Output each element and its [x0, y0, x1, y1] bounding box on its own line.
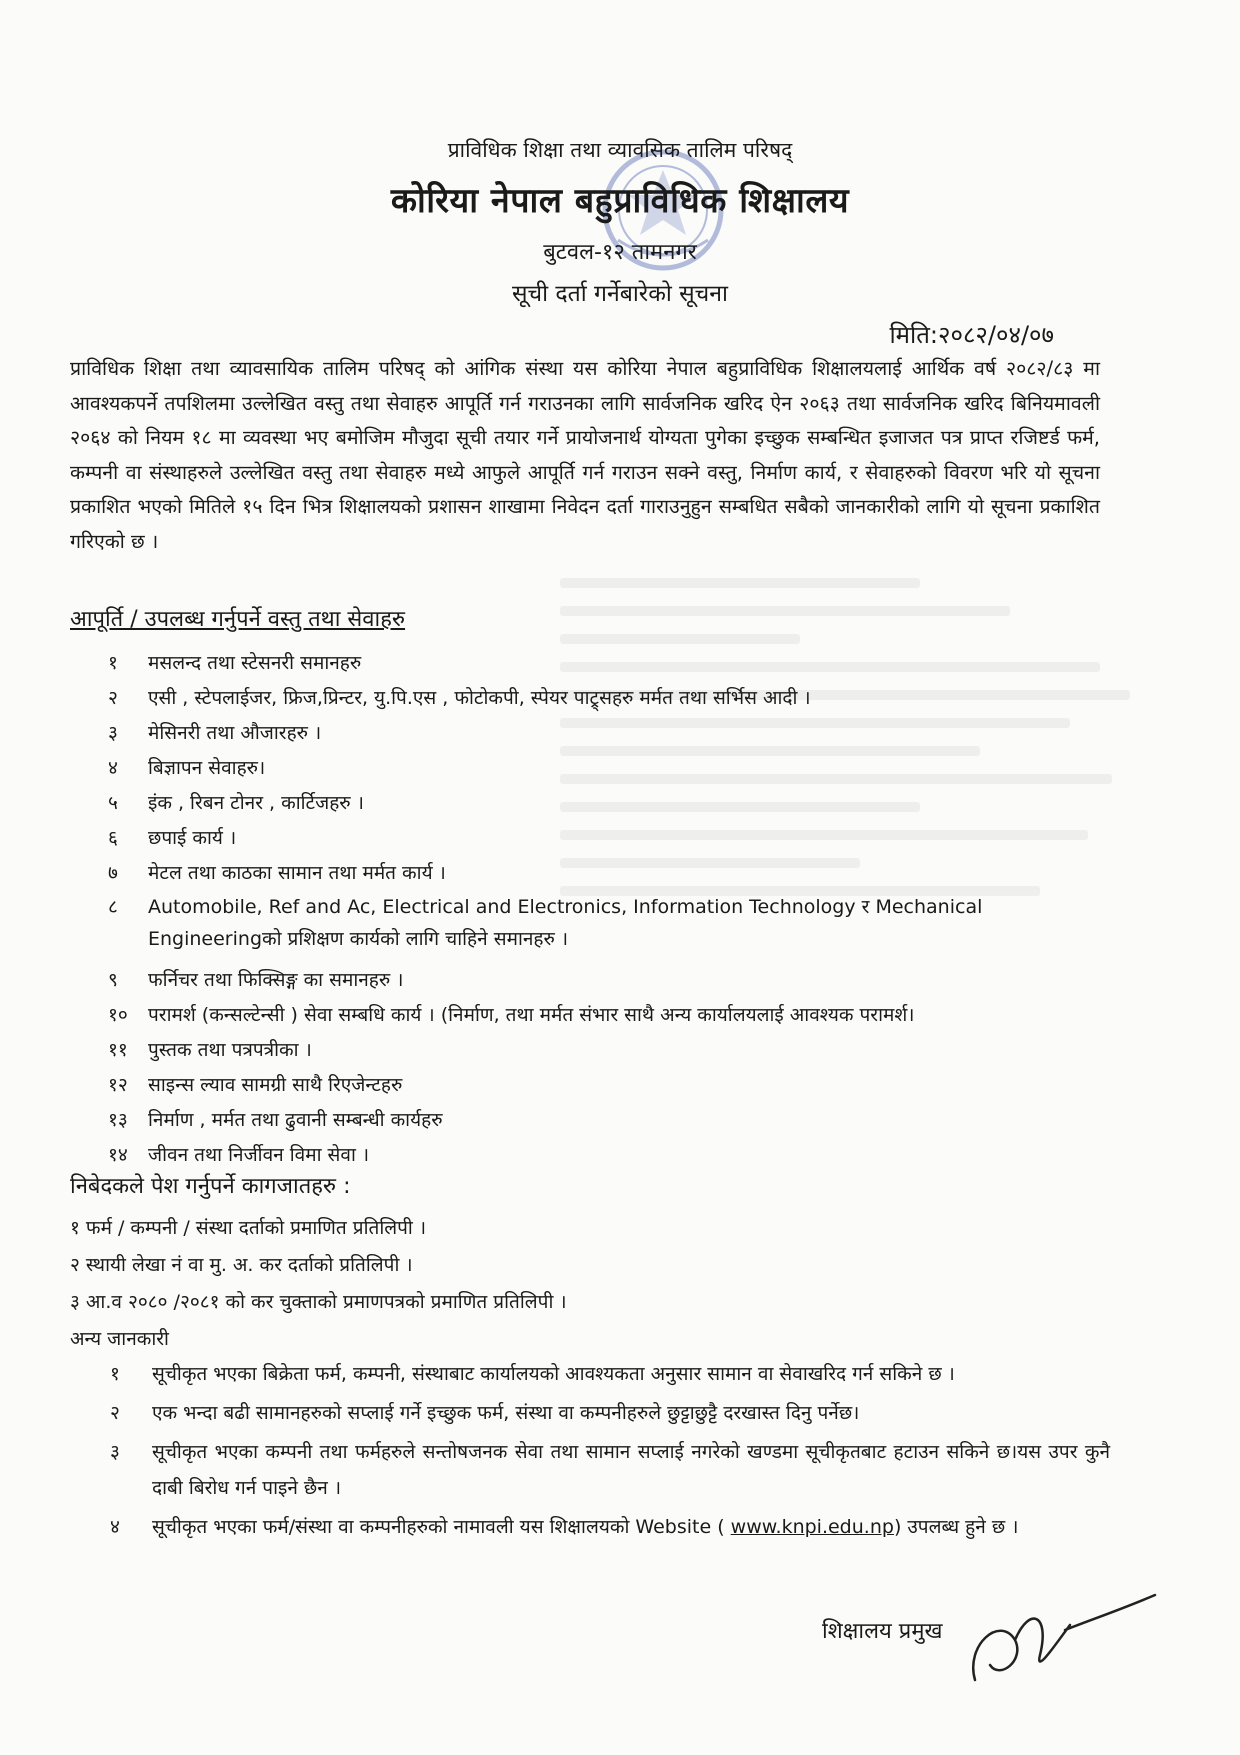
other-info-heading: अन्य जानकारी — [70, 1328, 169, 1350]
list-item: १ फर्म / कम्पनी / संस्था दर्ताको प्रमाणित प्रतिलिपी । — [70, 1217, 427, 1239]
list-item: ४ सूचीकृत भएका फर्म/संस्था वा कम्पनीहरुको नामावली यस शिक्षालयको Website ( www.knpi.edu.np) उपलब्ध हुने छ । — [110, 1516, 1019, 1538]
signatory-title: शिक्षालय प्रमुख — [822, 1619, 943, 1644]
list-item: १० परामर्श (कन्सल्टेन्सी ) सेवा सम्बधि कार्य । (निर्माण, तथा मर्मत संभार साथै अन्य कार्यालयलाई आवश्यक परामर्श। — [108, 1004, 915, 1026]
documents-list — [70, 1210, 567, 1321]
list-item: २ एक भन्दा बढी सामानहरुको सप्लाई गर्ने इच्छुक फर्म, संस्था वा कम्पनीहरुले छुट्टाछुट्टै दरखास्त दिनु पर्नेछ। — [110, 1402, 860, 1424]
other-info-list — [110, 1356, 1110, 1548]
list-item: ४ बिज्ञापन सेवाहरु। — [108, 757, 266, 779]
website-link[interactable]: www.knpi.edu.np — [730, 1516, 894, 1538]
list-item: ७ मेटल तथा काठका सामान तथा मर्मत कार्य । — [108, 862, 446, 884]
list-item: ११ पुस्तक तथा पत्रपत्रीका । — [108, 1039, 312, 1061]
list-item: १४ जीवन तथा निर्जीवन विमा सेवा । — [108, 1144, 370, 1166]
list-item: १ सूचीकृत भएका बिक्रेता फर्म, कम्पनी, संस्थाबाट कार्यालयको आवश्यकता अनुसार सामान वा सेवाखरिद गर्न सकिने छ । — [110, 1363, 955, 1385]
list-item: १ मसलन्द तथा स्टेसनरी समानहरु — [108, 652, 362, 674]
list-item: ३ मेसिनरी तथा औजारहरु । — [108, 722, 322, 744]
notice-date: मिति:२०८२/०४/०७ — [889, 321, 1054, 349]
goods-list — [108, 646, 1108, 1173]
list-item: १२ साइन्स ल्याव सामग्री साथै रिएजेन्टहरु — [108, 1074, 403, 1096]
goods-heading: आपूर्ति / उपलब्ध गर्नुपर्ने वस्तु तथा सेवाहरु — [70, 607, 406, 632]
notice-subject: सूची दर्ता गर्नेबारेको सूचना — [511, 281, 729, 307]
list-item: २ एसी , स्टेपलाईजर, फ्रिज,प्रिन्टर, यु.पि.एस , फोटोकपी, स्पेयर पाट्र्सहरु मर्मत तथा सर्भिस आदी । — [108, 687, 811, 709]
list-item: ३ आ.व २०८० /२०८१ को कर चुक्ताको प्रमाणपत्रको प्रमाणित प्रतिलिपी । — [70, 1291, 567, 1313]
college-address: बुटवल-१२ तामनगर — [543, 240, 697, 265]
college-name: कोरिया नेपाल बहुप्राविधिक शिक्षालय — [390, 181, 850, 221]
list-item: ९ फर्निचर तथा फिक्सिङ्ग का समानहरु । — [108, 969, 404, 991]
intro-paragraph: प्राविधिक शिक्षा तथा व्यावसायिक तालिम परिषद् को आंगिक संस्था यस कोरिया नेपाल बहुप्राविधिक शिक्षालयलाई आर्थिक वर्ष २०८२/८३ मा आवश्यकपर्ने तपशिलमा उल्लेखित वस्तु तथा सेवाहरु आपूर्ति गर्न गराउनका लागि सार्वजनिक खरिद ऐन २०६३ तथा सार्वजनिक खरिद बिनियमावली २०६४ को नियम १८ मा व्यवस्था भए बमोजिम मौजुदा सूची तयार गर्ने प्रायोजनार्थ योग्यता पुगेका इच्छुक सम्बन्धित इजाजत पत्र प्राप्त रजिष्टर्ड फर्म, कम्पनी वा संस्थाहरुले उल्लेखित वस्तु तथा सेवाहरु मध्ये आफुले आपूर्ति गर्न गराउन सक्ने वस्तु, निर्माण कार्य, र सेवाहरुको विवरण भरि यो सूचना प्रकाशित भएको मितिले १५ दिन भित्र शिक्षालयको प्रशासन शाखामा निवेदन दर्ता गाराउनुहुन सम्बधित सबैको जानकारीको लागि यो सूचना प्रकाशित गरिएको छ । — [70, 357, 1100, 553]
list-item: ५ इंक , रिबन टोनर , कार्टिजहरु । — [108, 792, 364, 814]
list-item: ६ छपाई कार्य । — [108, 827, 237, 849]
list-item: २ स्थायी लेखा नं वा मु. अ. कर दर्ताको प्रतिलिपी । — [70, 1254, 413, 1276]
list-item: १३ निर्माण , मर्मत तथा ढुवानी सम्बन्धी कार्यहरु — [108, 1109, 443, 1131]
list-item: ३ सूचीकृत भएका कम्पनी तथा फर्महरुले सन्तोषजनक सेवा तथा सामान सप्लाई नगरेको खण्डमा सूचीकृतबाट हटाउन सकिने छ।यस उपर कुनै दाबी बिरोध गर्न पाइने छैन । — [110, 1441, 1110, 1499]
handwritten-signature-icon — [960, 1585, 1160, 1695]
documents-heading: निबेदकले पेश गर्नुपर्ने कागजातहरु : — [70, 1174, 351, 1199]
council-name: प्राविधिक शिक्षा तथा व्यावसिक तालिम परिषद् — [447, 138, 793, 162]
list-item: ८ Automobile, Ref and Ac, Electrical and Electronics, Information Technology र Mechanical Engineeringको प्रशिक्षण कार्यको लागि चाहिने समानहरु । — [108, 896, 983, 950]
